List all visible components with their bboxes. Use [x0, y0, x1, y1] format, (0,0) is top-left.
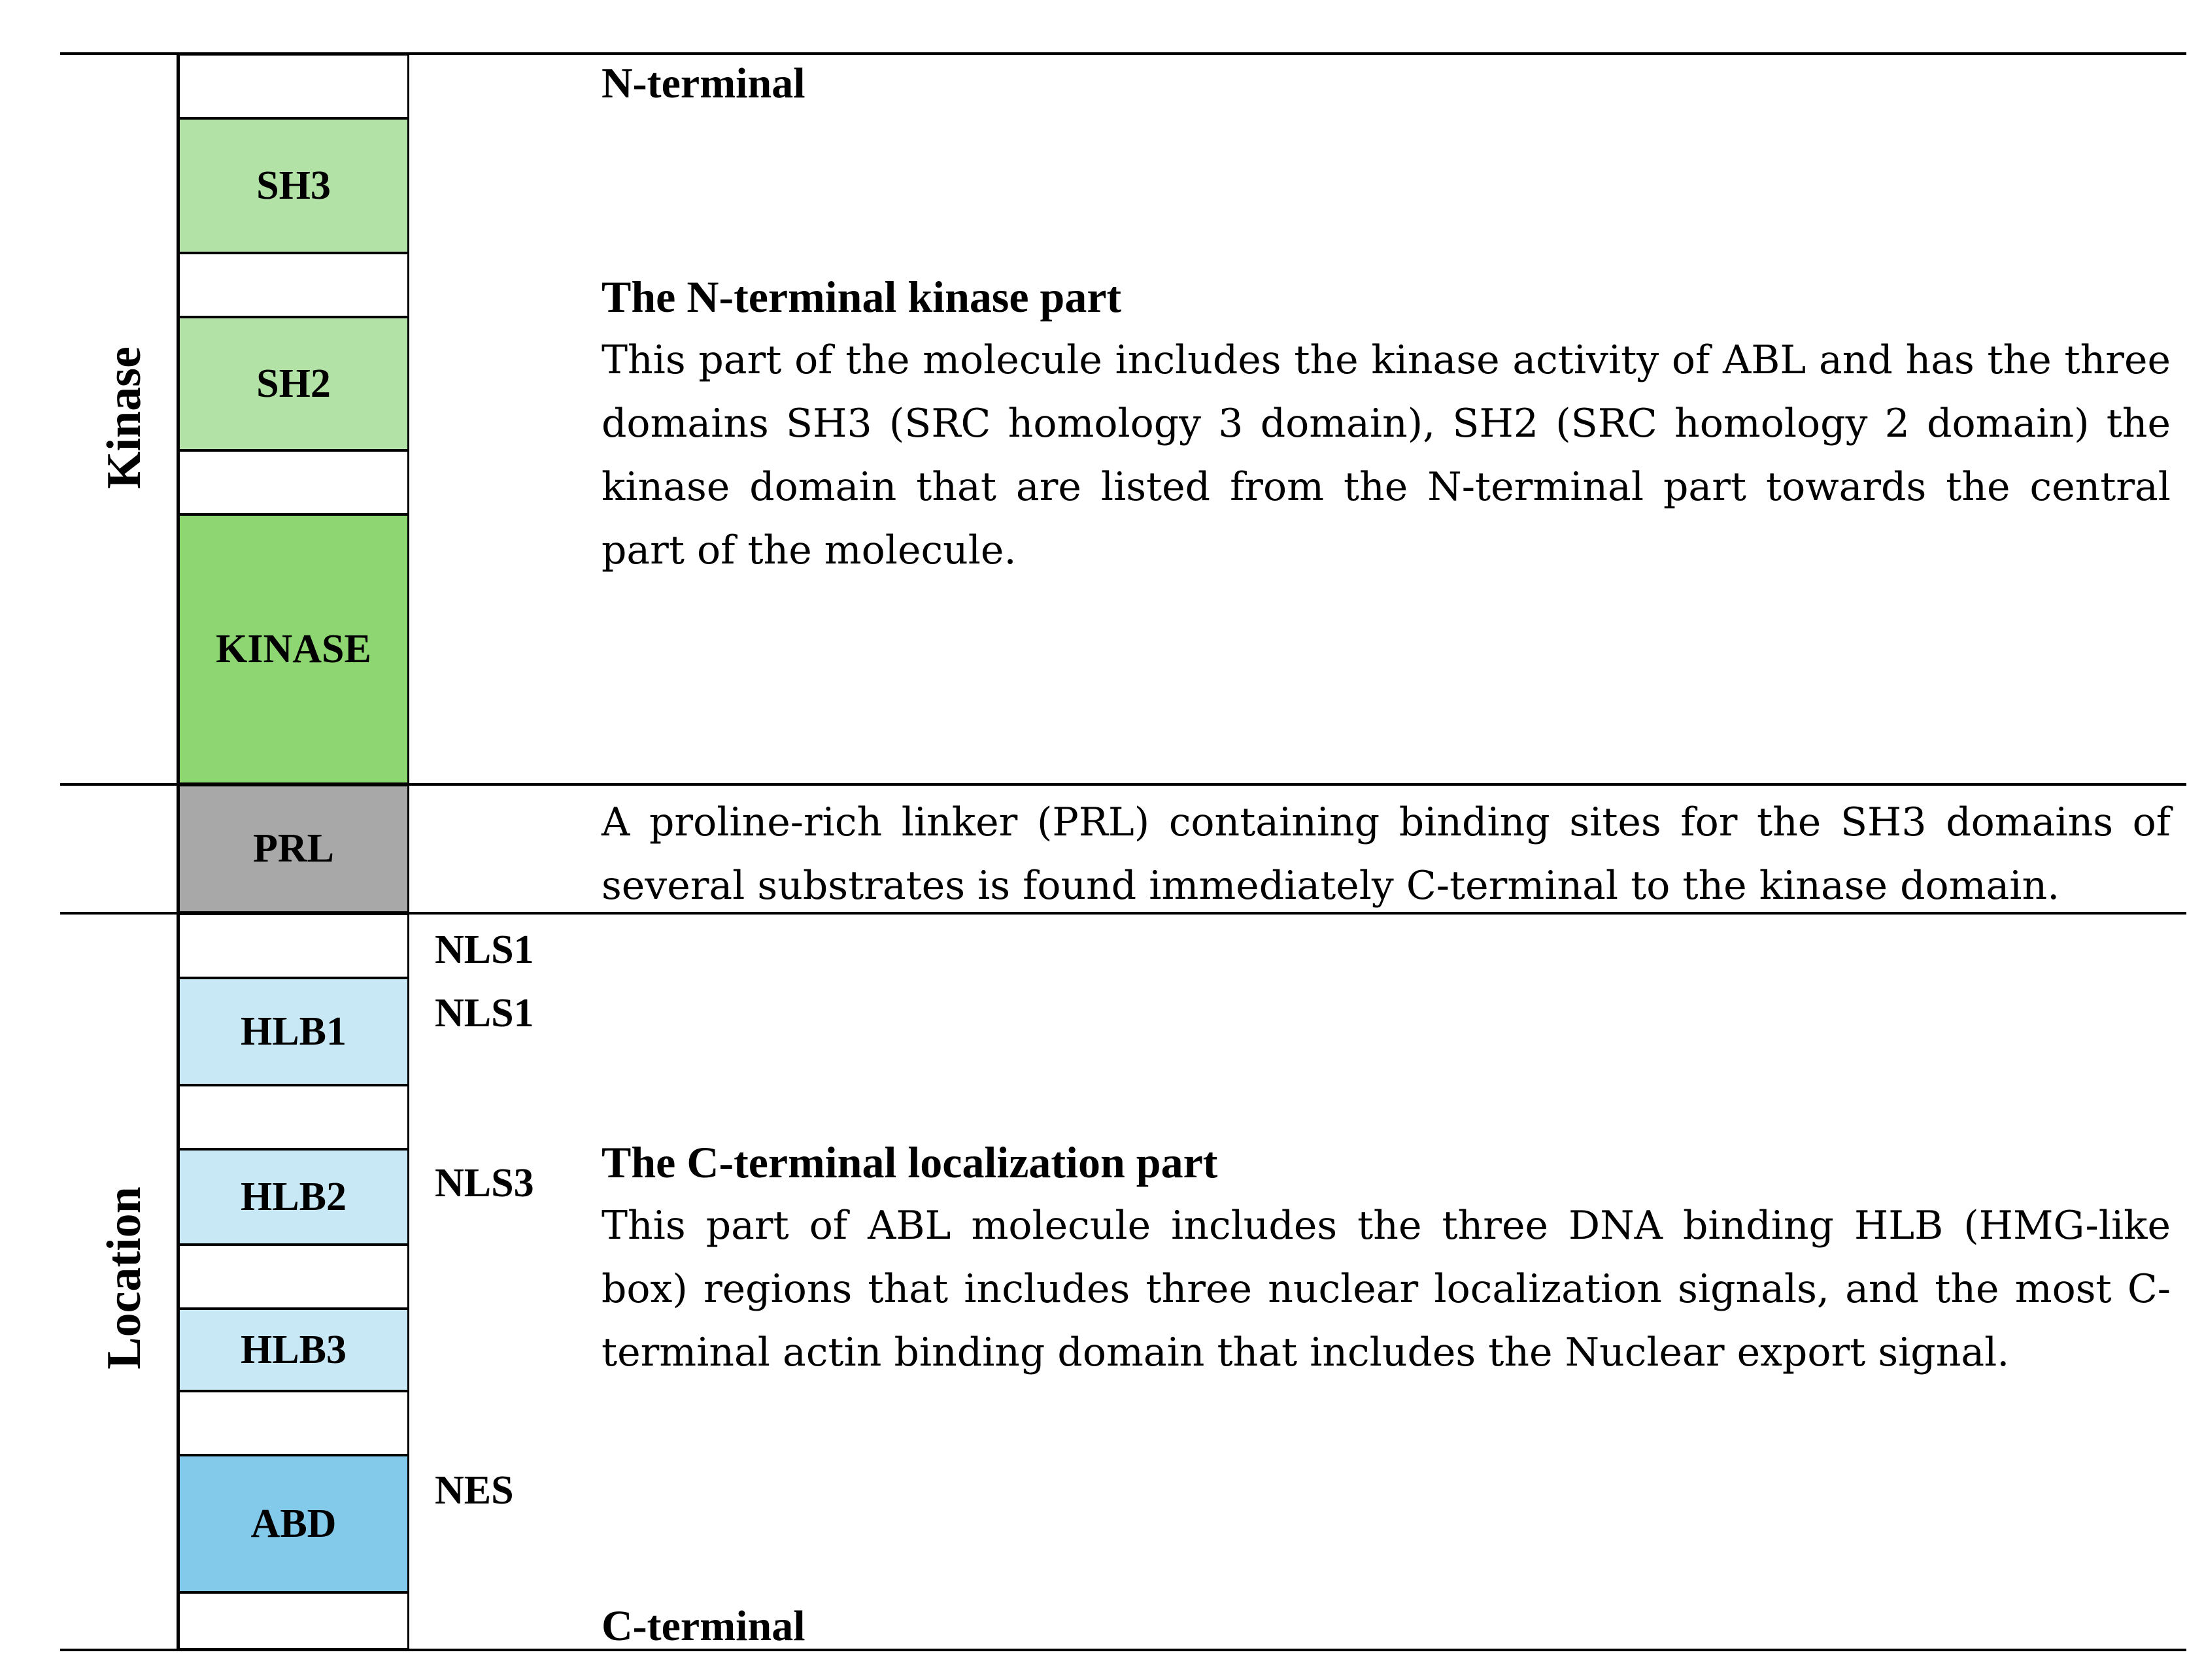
empty-cell	[178, 252, 409, 318]
location-description	[602, 1131, 2171, 1385]
domain-abd: ABD	[178, 1454, 409, 1593]
c-terminal-label: C-terminal	[602, 1602, 805, 1650]
domain-hlb3: HLB3	[178, 1308, 409, 1392]
signal-nls1-second: NLS1	[435, 991, 534, 1035]
prl-description-text: A proline-rich linker (PRL) containing binding sites for the SH3 domains of several substrates is found immediately C-terminal to the kinase domain.	[602, 799, 2171, 909]
domain-hlb2: HLB2	[178, 1149, 409, 1245]
empty-cell	[178, 1084, 409, 1150]
empty-cell	[178, 54, 409, 119]
empty-cell	[178, 1390, 409, 1456]
location-section-label: Location	[97, 1186, 151, 1369]
signal-nes: NES	[435, 1468, 514, 1513]
prl-description	[602, 791, 2171, 918]
signal-nls3: NLS3	[435, 1161, 534, 1205]
kinase-description-heading: The N-terminal kinase part	[602, 272, 1122, 322]
domain-sh3: SH3	[178, 118, 409, 254]
domain-hlb1: HLB1	[178, 977, 409, 1086]
location-description-text: This part of ABL molecule includes the three DNA binding HLB (HMG-like box) regions that includes three nuclear localization signals, and the most C-terminal actin binding domain that includes the Nuclear export signal.	[602, 1203, 2171, 1375]
kinase-description-text: This part of the molecule includes the kinase activity of ABL and has the three domains SH3 (SRC homology 3 domain), SH2 (SRC homology 2 domain) the kinase domain that are listed from the N-terminal part towards the central part of the molecule.	[602, 337, 2171, 573]
location-description-heading: The C-terminal localization part	[602, 1137, 1218, 1187]
domain-sh2: SH2	[178, 316, 409, 451]
empty-cell	[178, 1592, 409, 1650]
empty-cell	[178, 1244, 409, 1309]
empty-cell	[178, 450, 409, 515]
empty-cell	[178, 913, 409, 979]
domain-prl: PRL	[178, 784, 409, 913]
kinase-description	[602, 265, 2171, 582]
kinase-section-label: Kinase	[97, 346, 151, 489]
signal-nls1-first: NLS1	[435, 928, 534, 972]
n-terminal-label: N-terminal	[602, 59, 805, 107]
domain-kinase: KINASE	[178, 514, 409, 784]
